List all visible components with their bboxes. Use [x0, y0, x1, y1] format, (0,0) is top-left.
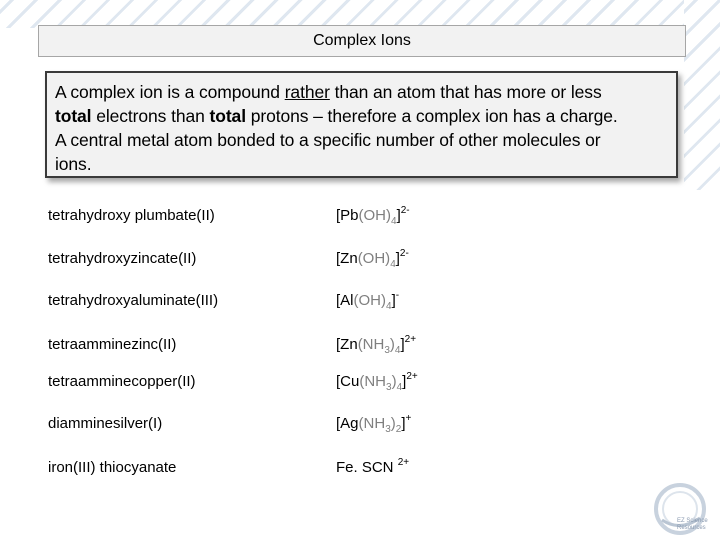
ion-row	[48, 250, 648, 274]
ion-charge: +	[405, 413, 412, 424]
formula-bracket: ]	[391, 292, 396, 309]
formula-bracket: ]	[400, 336, 405, 353]
definition-line-1	[55, 80, 668, 104]
ligand-subscript: 3	[384, 345, 390, 356]
ion-row	[48, 207, 648, 231]
ligand-text: (NH	[358, 415, 386, 432]
formula-ligand	[359, 373, 403, 393]
bold-word: total	[55, 106, 92, 126]
ion-charge: 2+	[404, 334, 417, 345]
ion-charge: -	[395, 290, 400, 301]
ligand-count: 4	[394, 345, 401, 356]
ligand-count: 4	[390, 259, 396, 270]
ligand-count: 4	[386, 301, 392, 312]
ion-row	[48, 415, 648, 439]
ion-formula	[336, 371, 418, 393]
ion-row	[48, 459, 648, 483]
ion-formula	[336, 459, 409, 476]
ligand-text: (OH)	[357, 250, 391, 267]
formula-ligand	[358, 415, 402, 435]
ligand-subscript: 3	[385, 424, 391, 435]
ion-name: iron(III) thiocyanate	[48, 459, 177, 476]
definition-box	[45, 71, 678, 178]
ion-name: tetrahydroxyaluminate(III)	[48, 292, 219, 309]
ligand-close: )	[391, 373, 397, 390]
formula-ligand	[357, 336, 401, 356]
definition-line-4: ions.	[55, 154, 92, 174]
ion-row	[48, 292, 648, 316]
ligand-text: (NH	[359, 373, 387, 390]
formula-ligand	[357, 250, 396, 270]
ion-formula	[336, 290, 400, 312]
ligand-close: )	[389, 336, 395, 353]
bold-word: total	[209, 106, 246, 126]
definition-text: protons – therefore a complex ion has a charge.	[245, 106, 618, 126]
ligand-subscript: 3	[386, 382, 392, 393]
ion-formula	[336, 334, 417, 356]
formula-metal: [Zn	[336, 250, 358, 267]
ligand-text: (NH	[357, 336, 385, 353]
ion-charge: 2+	[397, 457, 410, 468]
logo-text	[677, 518, 717, 532]
definition-text: electrons than	[91, 106, 210, 126]
ion-formula	[336, 248, 409, 270]
formula-metal: [Cu	[336, 373, 360, 390]
formula-bracket: ]	[396, 207, 401, 224]
decorative-side-stripes	[684, 0, 720, 190]
ligand-text: (OH)	[353, 292, 387, 309]
logo-line: EZ Science	[677, 518, 708, 524]
slide-title-bar	[38, 25, 686, 57]
ion-charge: 2+	[406, 371, 418, 382]
ion-row	[48, 336, 648, 360]
ion-name: tetrahydroxy plumbate(II)	[48, 207, 215, 224]
ion-charge: 2-	[400, 205, 410, 216]
logo-line: Resources	[677, 525, 706, 531]
ion-row	[48, 373, 648, 397]
formula-metal: [Al	[336, 292, 354, 309]
definition-line-2	[55, 104, 668, 128]
formula-metal: [Pb	[336, 207, 359, 224]
formula-metal: [Ag	[336, 415, 359, 432]
formula-metal: [Zn	[336, 336, 358, 353]
ion-name: diamminesilver(I)	[48, 415, 163, 432]
ligand-text: (OH)	[358, 207, 392, 224]
definition-line-3: A central metal atom bonded to a specific number of other molecules or	[55, 130, 601, 150]
slide-title: Complex Ions	[313, 32, 411, 49]
definition-text: than an atom that has more or less	[329, 82, 602, 102]
ion-name: tetrahydroxyzincate(II)	[48, 250, 197, 267]
ion-charge: 2-	[399, 248, 409, 259]
ion-name: tetraamminezinc(II)	[48, 336, 177, 353]
ligand-count: 4	[391, 216, 397, 227]
ligand-close: )	[390, 415, 396, 432]
formula-bracket: ]	[401, 415, 406, 432]
ligand-count: 2	[395, 424, 402, 435]
formula-ligand	[353, 292, 392, 312]
formula-bracket: ]	[402, 373, 407, 390]
definition-text: A complex ion is a compound	[55, 82, 285, 102]
ligand-count: 4	[396, 382, 403, 393]
formula-ligand	[358, 207, 397, 227]
ion-formula	[336, 205, 410, 227]
ion-formula	[336, 413, 412, 435]
ion-name: tetraamminecopper(II)	[48, 373, 196, 390]
formula-bracket: ]	[395, 250, 400, 267]
formula-text: Fe. SCN	[336, 459, 398, 476]
underlined-word: rather	[284, 82, 330, 102]
decorative-stripe-band	[0, 0, 720, 28]
